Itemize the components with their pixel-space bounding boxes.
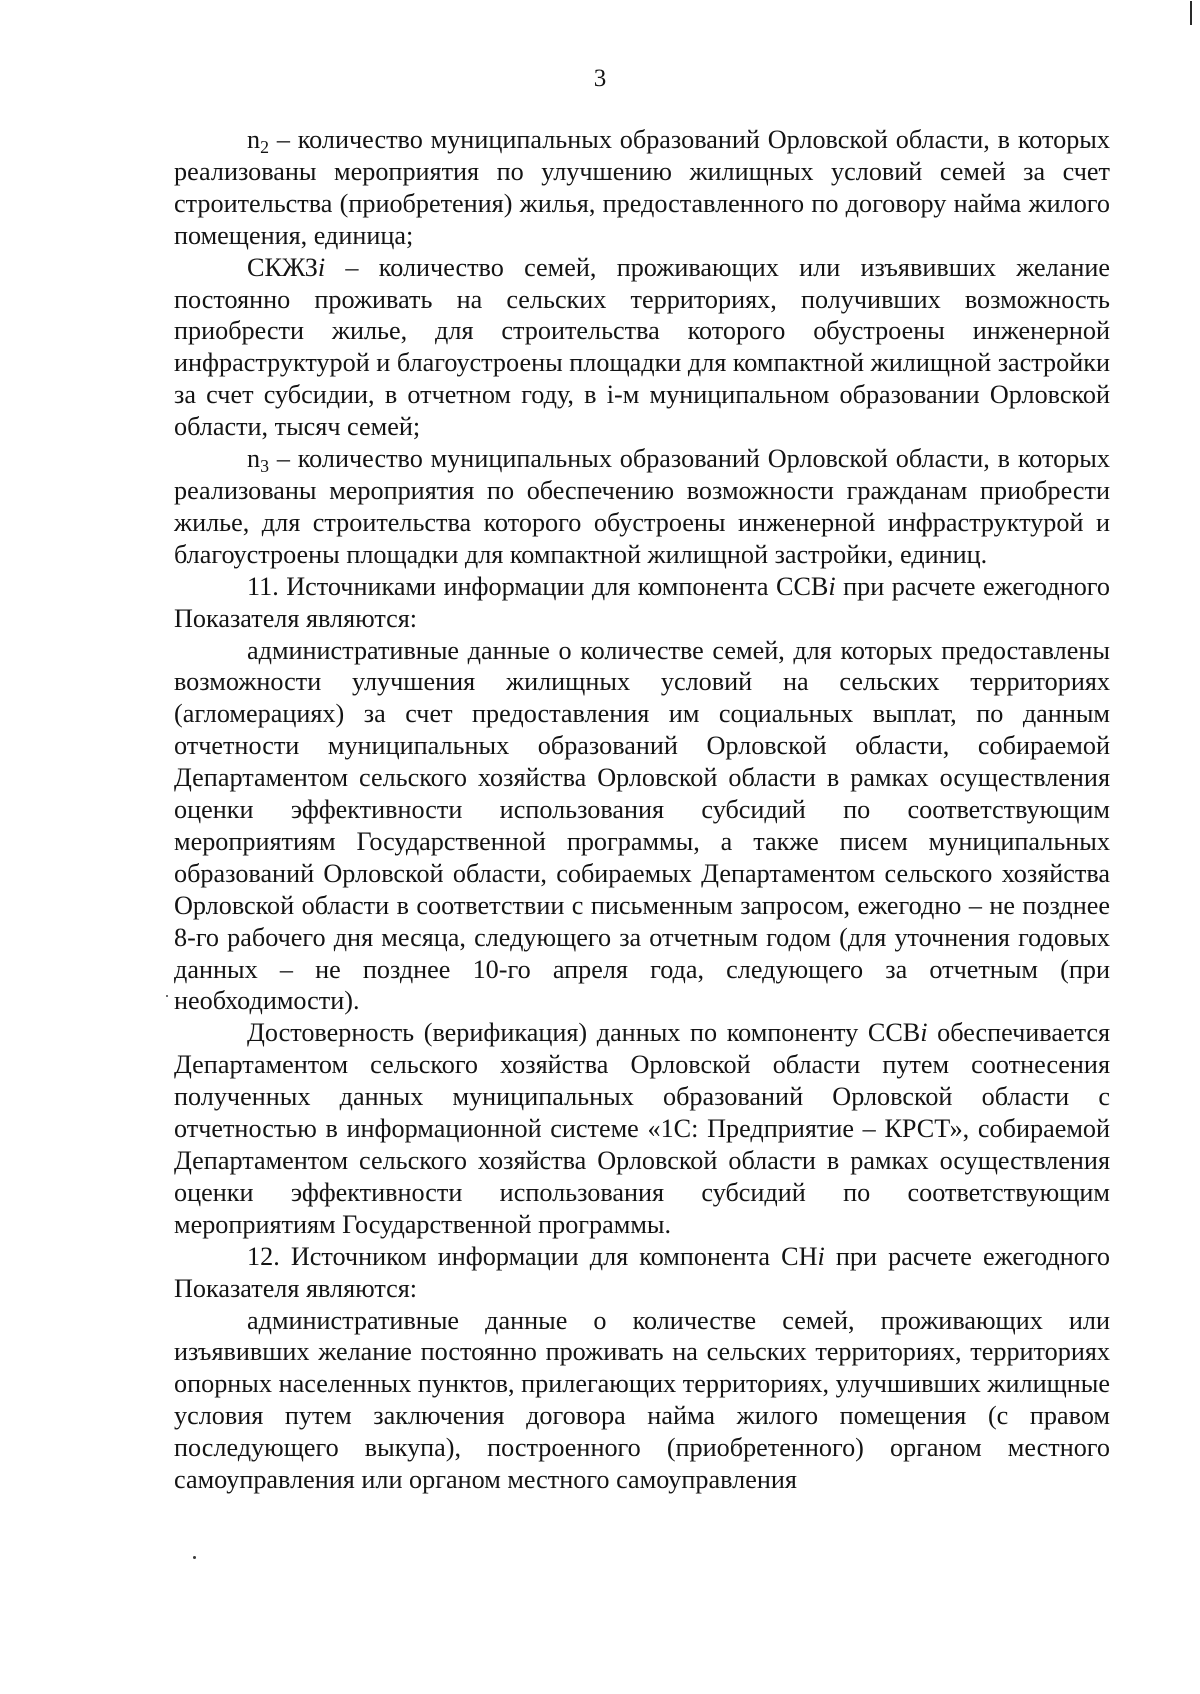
paragraph-item-11 — [174, 571, 1110, 635]
paragraph-text: административные данные о количестве семей, для которых предоставлены возможности улучшения жилищных условий на сельских территориях (агломерациях) за счет предоставления им социальных выплат, по данным отчетности муниципальных образований Орловской области, собираемой Департаментом сельского хозяйства Орловской области в рамках осуществления оценки эффективности использования субсидий по соответствующим мероприятиям Государственной программы, а также писем муниципальных образований Орловской области, собираемых Департаментом сельского хозяйства Орловской области в соответствии с письменным запросом, ежегодно – не позднее 8-го рабочего дня месяца, следующего за отчетным годом (для уточнения годовых данных – не позднее 10-го апреля года, следующего за отчетным (при необходимости). — [174, 635, 1110, 1016]
scan-speck — [193, 1556, 196, 1559]
paragraph-text: обеспечивается Департаментом сельского хозяйства Орловской области путем соотнесения полученных данных муниципальных образований Орловской области с отчетностью в информационной системе «1С: Предприятие – КРСТ», собираемой Департаментом сельского хозяйства Орловской области в рамках осуществления оценки эффективности использования субсидий по соответствующим мероприятиям Государственной программы. — [174, 1018, 1110, 1239]
page-number: 3 — [593, 65, 607, 92]
variable-symbol: $n_2$ — [247, 125, 269, 157]
paragraph-lead: 11. Источниками информации для компонента ССВi — [247, 571, 836, 601]
scan-speck — [166, 995, 168, 997]
paragraph-admin-data-ssv — [174, 635, 1110, 1018]
variable-symbol: СКЖЗi — [247, 252, 326, 282]
paragraph-text: – количество семей, проживающих или изъявивших желание постоянно проживать на сельских территориях, получивших возможность приобрести жилье, для строительства которого обустроены инженерной инфраструктурой и благоустроены площадки для компактной жилищной застройки за счет субсидии, в отчетном году, в i-м муниципальном образовании Орловской области, тысяч семей; — [174, 252, 1110, 442]
paragraph-item-12 — [174, 1241, 1110, 1305]
paragraph-text: – количество муниципальных образований Орловской области, в которых реализованы мероприятия по улучшению жилищных условий семей за счет строительства (приобретения) жилья, предоставленного по договору найма жилого помещения, единица; — [174, 125, 1110, 250]
paragraph-text: при расчете ежегодного Показателя являются: — [174, 1241, 1110, 1303]
paragraph-n2-definition — [174, 124, 1110, 252]
paragraph-text: административные данные о количестве семей, проживающих или изъявивших желание постоянно проживать на сельских территориях, территориях опорных населенных пунктов, прилегающих территориях, улучшивших жилищные условия путем заключения договора найма жилого помещения (с правом последующего выкупа), построенного (приобретенного) органом местного самоуправления или органом местного самоуправления — [174, 1305, 1110, 1495]
document-body — [174, 124, 1110, 1496]
paragraph-text: – количество муниципальных образований Орловской области, в которых реализованы мероприятия по обеспечению возможности гражданам приобрести жилье, для строительства которого обустроены инженерной инфраструктурой и благоустроены площадки для компактной жилищной застройки, единиц. — [174, 444, 1110, 569]
variable-symbol: $n_3$ — [247, 444, 269, 477]
paragraph-lead: Достоверность (верификация) данных по компоненту ССВi — [247, 1018, 928, 1048]
paragraph-lead: 12. Источником информации для компонента СНi — [247, 1241, 825, 1271]
paragraph-text: при расчете ежегодного Показателя являются: — [174, 571, 1110, 633]
scan-edge-mark — [1190, 1, 1192, 25]
paragraph-verification-ssv — [174, 1017, 1110, 1240]
paragraph-n3-definition — [174, 443, 1110, 571]
paragraph-skzhz-definition — [174, 252, 1110, 443]
paragraph-admin-data-sn — [174, 1305, 1110, 1496]
